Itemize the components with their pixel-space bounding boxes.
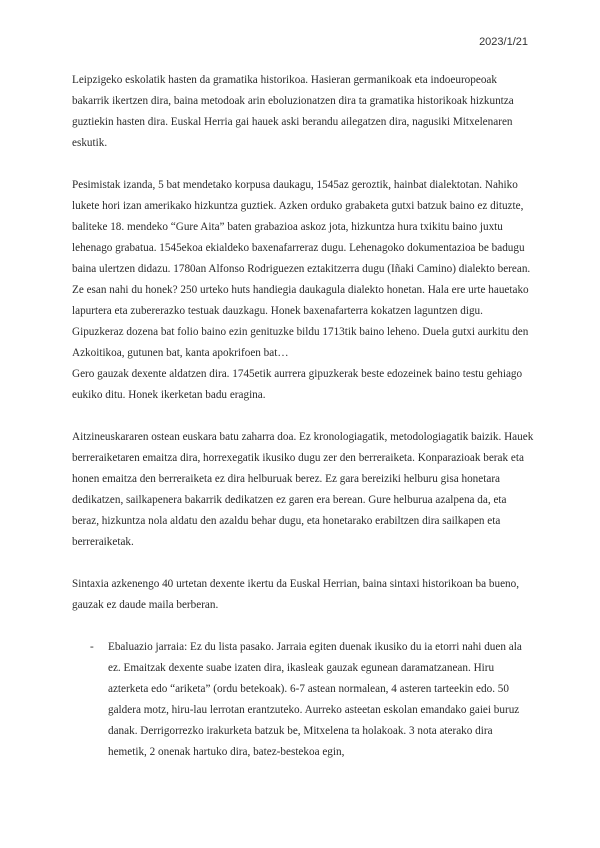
list-item <box>90 637 534 763</box>
paragraph-sintaxia: Sintaxia azkenengo 40 urtetan dexente ikertu da Euskal Herrian, baina sintaxi historikoan ba bueno, gauzak ez daude maila berberan. <box>72 578 520 611</box>
document-body <box>72 70 534 763</box>
paragraph-gipuzkera: Gero gauzak dexente aldatzen dira. 1745etik aurrera gipuzkerak beste edozeinek baino testu gehiago eukiko ditu. Honek ikerketan badu eragina. <box>72 368 523 401</box>
bullet-text: Ebaluazio jarraia: Ez du lista pasako. Jarraia egiten duenak ikusiko du ia etorri nahi duen ala ez. Emaitzak dexente suabe izaten dira, ikasleak gauzak egunean daramatzanean. Hiru azterketa edo “ariketa” (ordu betekoak). 6-7 astean normalean, 4 asteren tarteekin edo. 50 galdera motz, hiru-lau lerrotan erantzuteko. Aurreko asteetan eskolan emandako gaiei buruz danak. Derrigorrezko irakurketa batzuk be, Mitxelena ta holakoak. 3 nota aterako dira hemetik, 2 onenak hartuko dira, batez-bestekoa egin, <box>108 641 522 758</box>
bullet-list <box>72 637 534 763</box>
paragraph-aitzineuskara: Aitzineuskararen ostean euskara batu zaharra doa. Ez kronologiagatik, metodologiagatik baizik. Hauek berreraiketaren emaitza dira, horrexegatik ikusiko dugu zer den berreraiketa. Konparazioak berak eta honen emaitza den berreraiketa ez dira helburuak berez. Ez gara bereiziki helburu gisa honetara dedikatzen, sailkapenera bakarrik dedikatzen ez garen era berean. Gure helburua azalpena da, eta beraz, hizkuntza nola aldatu den azaldu behar dugu, eta honetarako erabiltzen dira sailkapen eta berreraiketak. <box>72 431 534 548</box>
paragraph-gap <box>72 154 534 175</box>
paragraph-gap <box>72 616 534 637</box>
bullet-dash: - <box>90 641 94 653</box>
paragraph-gap <box>72 406 534 427</box>
paragraph-corpus: Pesimistak izanda, 5 bat mendetako korpusa daukagu, 1545az geroztik, hainbat dialektotan. Nahiko lukete hori izan amerikako hizkuntza guztiek. Azken orduko grabaketa gutxi batzuk baino ez dituzte, baliteke 18. mendeko “Gure Aita” baten grabazioa askoz jota, hizkuntza hura txikitu baino juxtu lehenago grabatua. 1545ekoa ekialdeko baxenafarreraz dugu. Lehenagoko dokumentazioa be badugu baina ulertzen didazu. 1780an Alfonso Rodriguezen eztakitzerra dugu (Iñaki Camino) dialekto berean. Ze esan nahi du honek? 250 urteko huts handiegia daukagula dialekto honetan. Hala ere urte hauetako lapurtera eta zubererazko testuak dauzkagu. Honek baxenafarterra kokatzen laguntzen digu. Gipuzkeraz dozena bat folio baino ezin genituzke bildu 1713tik baino leheno. Duela gutxi aurkitu den Azkoitikoa, gutunen bat, kanta apokrifoen bat… <box>72 179 531 359</box>
paragraph-intro: Leipzigeko eskolatik hasten da gramatika historikoa. Hasieran germanikoak eta indoeuropeoak bakarrik ikertzen dira, baina metodoak arin eboluzionatzen dira ta gramatika historikoak hizkuntza guztiekin hasten dira. Euskal Herria gai hauek aski berandu ailegatzen dira, nagusiki Mitxelenaren eskutik. <box>72 74 514 149</box>
paragraph-gap <box>72 553 534 574</box>
document-date: 2023/1/21 <box>479 36 528 48</box>
